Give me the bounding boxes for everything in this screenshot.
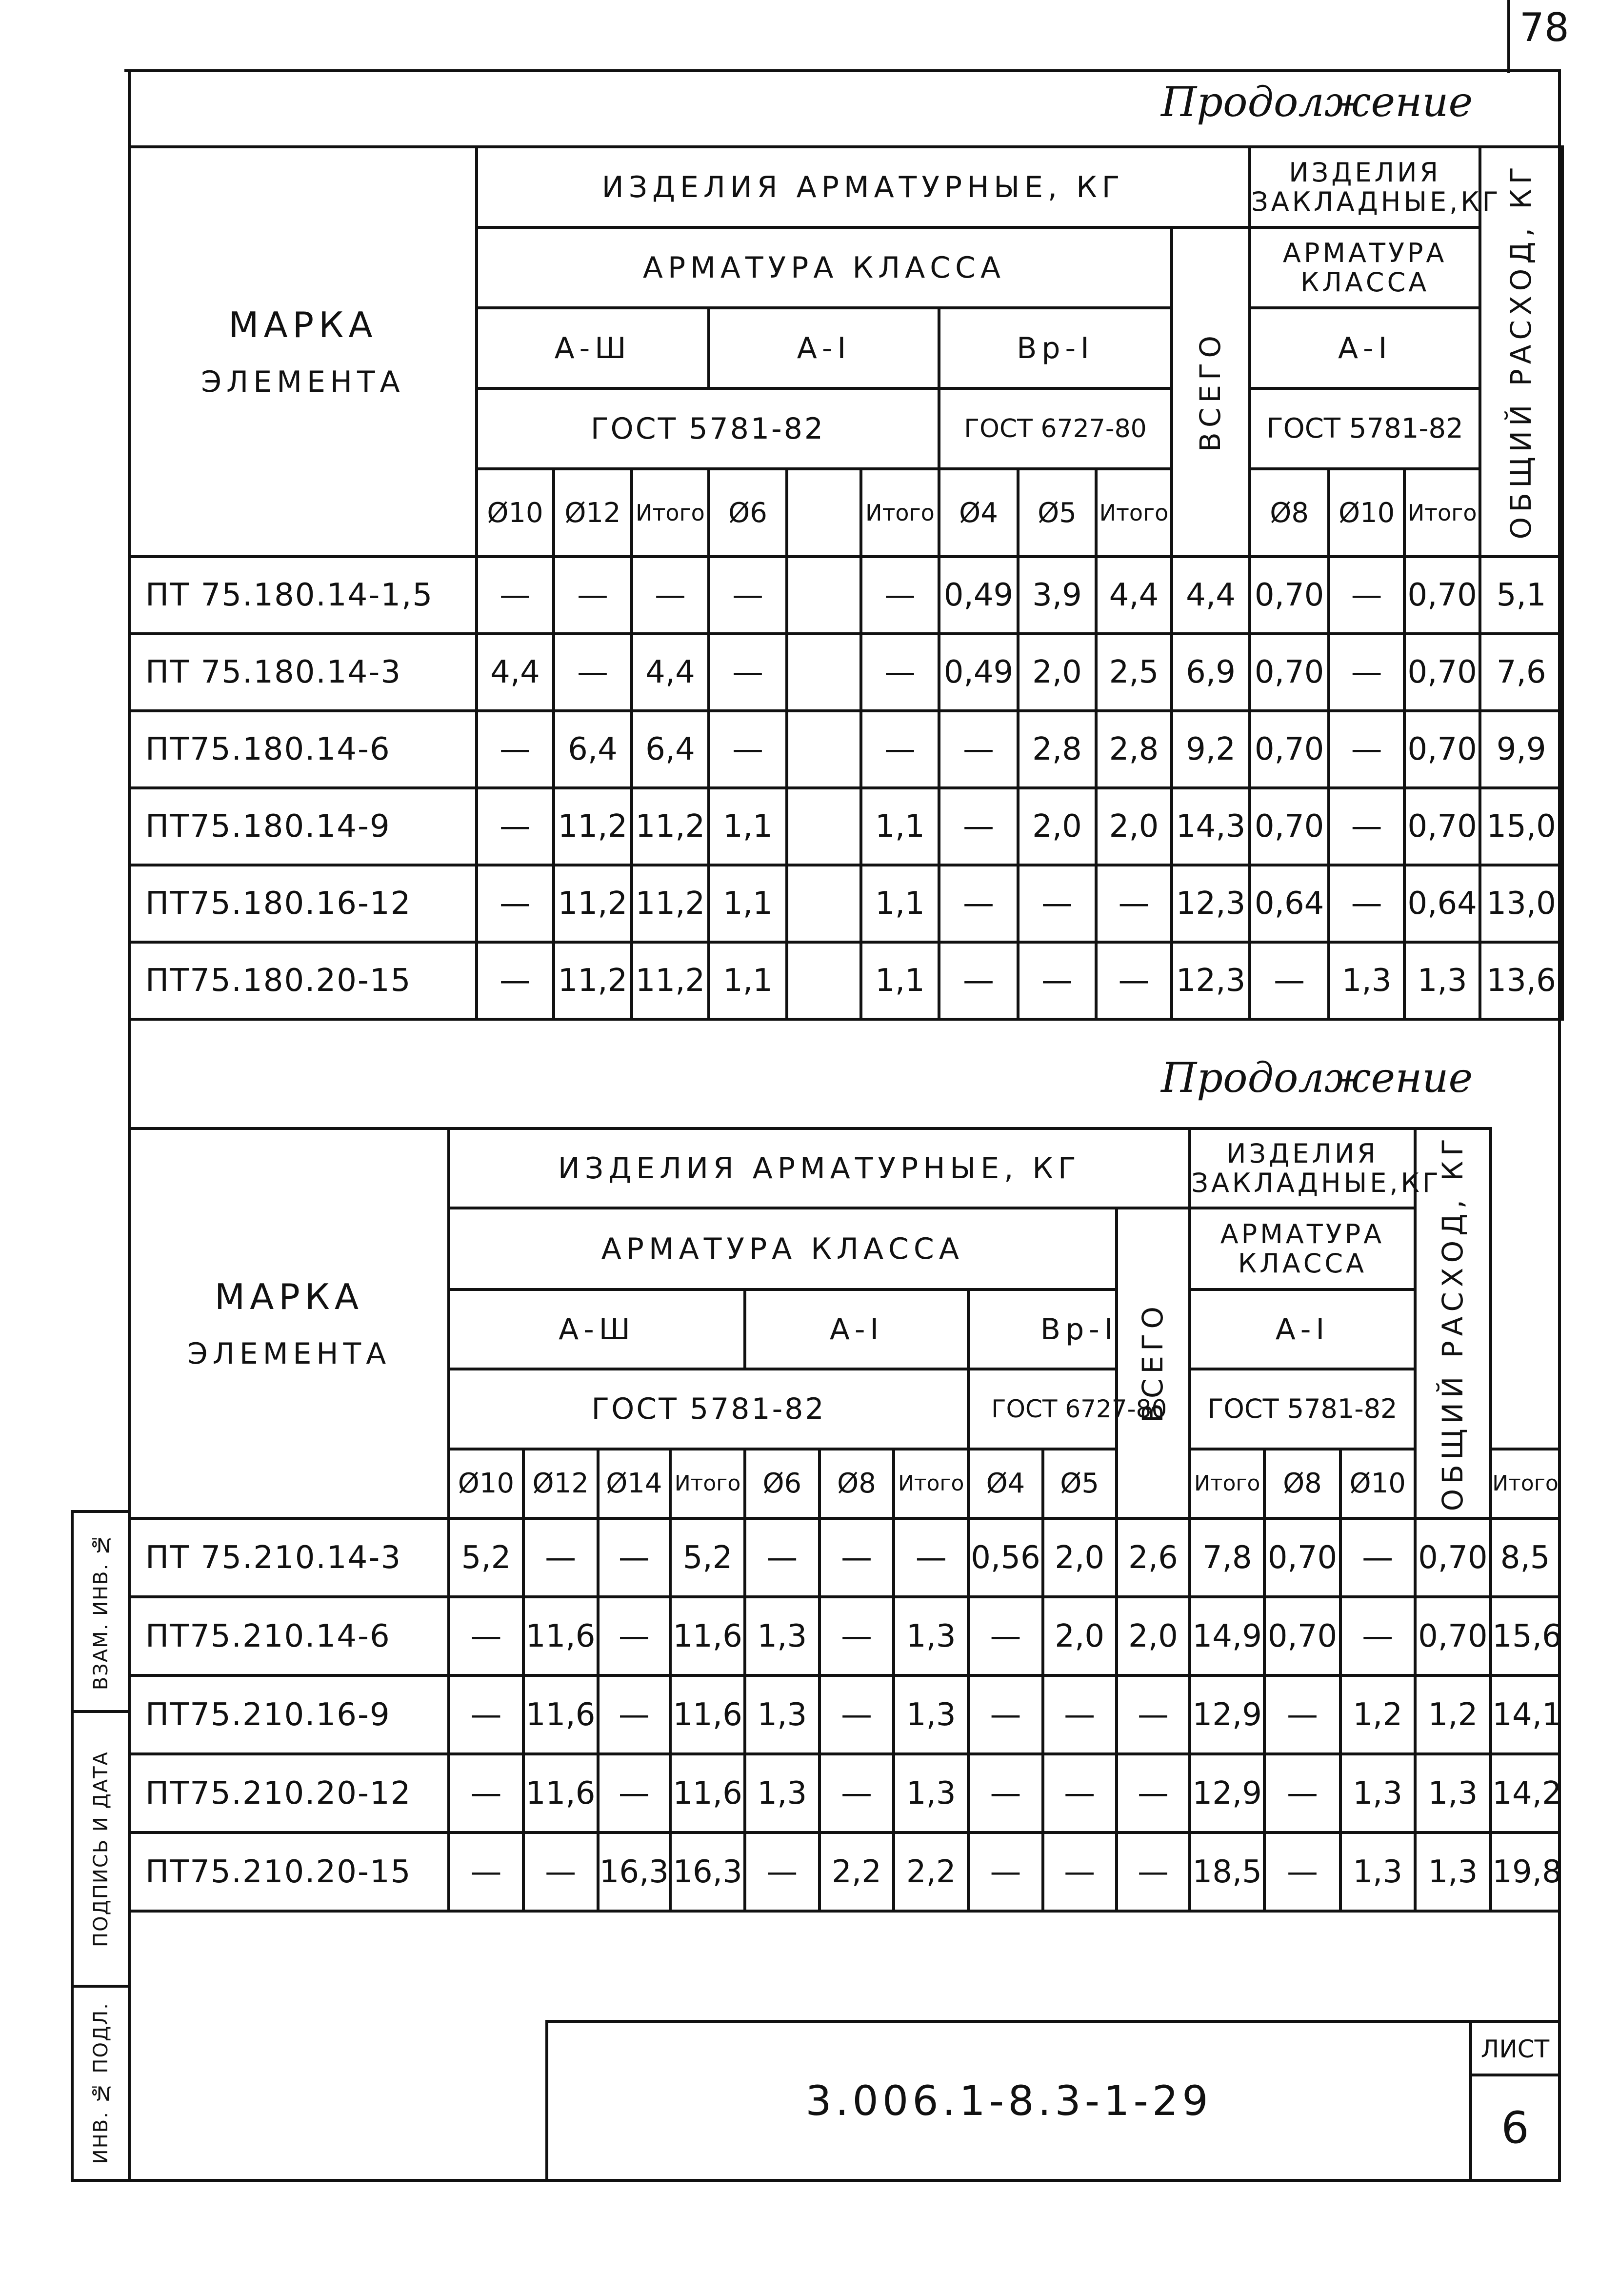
value-cell: 1,3 (1329, 942, 1404, 1019)
mark-header-line1: МАРКА (214, 1276, 364, 1317)
itogo-cell: Итого (1096, 469, 1172, 557)
value-cell: 0,70 (1264, 1597, 1340, 1675)
itogo-cell: Итого (894, 1449, 968, 1519)
value-cell: 1,1 (709, 788, 787, 865)
value-cell: — (819, 1597, 894, 1675)
emb-gost-5781-header: ГОСТ 5781-82 (1250, 388, 1480, 469)
reinforcement-table-2 (128, 1127, 1561, 1913)
value-cell: 4,4 (1172, 557, 1250, 634)
value-cell (787, 711, 861, 788)
value-cell: 0,70 (1404, 634, 1480, 711)
stamp-vzam-cell (74, 1513, 128, 1710)
value-cell: 1,2 (1415, 1675, 1491, 1754)
reinf-products-header: ИЗДЕЛИЯ АРМАТУРНЫЕ, КГ (477, 147, 1250, 227)
value-cell: — (1043, 1675, 1117, 1754)
value-cell: — (1096, 942, 1172, 1019)
dia-cell: Ø12 (523, 1449, 598, 1519)
value-cell: — (1329, 865, 1404, 942)
value-cell: 1,1 (861, 942, 939, 1019)
value-cell: — (1264, 1754, 1340, 1833)
value-cell: 7,8 (1190, 1518, 1264, 1597)
value-cell: 14,3 (1172, 788, 1250, 865)
continuation-label-2: Продолжение (1161, 1054, 1473, 1102)
value-cell: — (1117, 1675, 1190, 1754)
value-cell: 6,4 (554, 711, 632, 788)
value-cell: 0,70 (1404, 557, 1480, 634)
value-cell: — (598, 1754, 671, 1833)
value-cell: 13,0 (1480, 865, 1562, 942)
emb-class-a1-header: А-I (1250, 308, 1480, 388)
value-cell: — (523, 1518, 598, 1597)
value-cell: 0,70 (1264, 1518, 1340, 1597)
class-a3-header: А-Ш (449, 1289, 745, 1369)
value-cell: — (477, 788, 554, 865)
overall-header-text: ОБЩИЙ РАСХОД, КГ (1504, 162, 1538, 540)
element-mark-cell: ПТ 75.180.14-1,5 (129, 557, 477, 634)
table-row (129, 634, 1562, 711)
value-cell: 5,1 (1480, 557, 1562, 634)
total-header-text: ВСЕГО (1136, 1302, 1170, 1423)
value-cell: 14,9 (1190, 1597, 1264, 1675)
dia-cell: Ø10 (1329, 469, 1404, 557)
value-cell: 1,3 (1340, 1833, 1415, 1911)
value-cell: 4,4 (1096, 557, 1172, 634)
value-cell: 0,70 (1404, 711, 1480, 788)
value-cell: 2,2 (894, 1833, 968, 1911)
table-row (129, 1754, 1559, 1833)
value-cell: — (1340, 1518, 1415, 1597)
value-cell: 1,2 (1340, 1675, 1415, 1754)
value-cell: — (939, 788, 1018, 865)
value-cell: — (709, 711, 787, 788)
value-cell: — (1329, 557, 1404, 634)
value-cell: 0,56 (968, 1518, 1043, 1597)
value-cell: 12,9 (1190, 1754, 1264, 1833)
value-cell: 0,70 (1250, 711, 1329, 788)
value-cell: 4,4 (632, 634, 709, 711)
value-cell: 19,8 (1491, 1833, 1559, 1911)
value-cell: — (598, 1518, 671, 1597)
value-cell: 1,3 (894, 1597, 968, 1675)
value-cell: 0,64 (1250, 865, 1329, 942)
dia-cell: Ø4 (939, 469, 1018, 557)
sheet-label: ЛИСТ (1480, 2035, 1550, 2063)
class-bp1-header: Вр-I (939, 308, 1172, 388)
value-cell: 8,5 (1491, 1518, 1559, 1597)
element-mark-cell: ПТ75.180.20-15 (129, 942, 477, 1019)
value-cell: — (968, 1833, 1043, 1911)
value-cell: 11,2 (554, 942, 632, 1019)
table-row (129, 1518, 1559, 1597)
value-cell: 4,4 (477, 634, 554, 711)
dia-cell: Ø10 (477, 469, 554, 557)
emb-rebar-class-header: АРМАТУРА КЛАССА (1250, 227, 1480, 308)
value-cell: 12,3 (1172, 865, 1250, 942)
reinf-products-header: ИЗДЕЛИЯ АРМАТУРНЫЕ, КГ (449, 1128, 1190, 1208)
element-mark-cell: ПТ75.180.14-9 (129, 788, 477, 865)
value-cell: — (1018, 942, 1096, 1019)
value-cell: — (449, 1833, 523, 1911)
dia-cell: Ø8 (1264, 1449, 1340, 1519)
table-row (129, 1597, 1559, 1675)
value-cell (787, 942, 861, 1019)
itogo-cell: Итого (1491, 1449, 1559, 1519)
value-cell: 14,1 (1491, 1675, 1559, 1754)
element-mark-cell: ПТ75.180.16-12 (129, 865, 477, 942)
value-cell: — (709, 634, 787, 711)
class-a3-header: А-Ш (477, 308, 709, 388)
value-cell: 1,3 (1404, 942, 1480, 1019)
class-a1-header: А-I (745, 1289, 968, 1369)
value-cell: 15,0 (1480, 788, 1562, 865)
mark-header (129, 147, 477, 557)
value-cell: 15,6 (1491, 1597, 1559, 1675)
itogo-cell: Итого (1190, 1449, 1264, 1519)
value-cell: 9,2 (1172, 711, 1250, 788)
value-cell: — (554, 557, 632, 634)
value-cell: 11,6 (523, 1675, 598, 1754)
element-mark-cell: ПТ75.210.16-9 (129, 1675, 449, 1754)
page-number: 78 (1519, 5, 1569, 50)
value-cell: 2,6 (1117, 1518, 1190, 1597)
value-cell: — (477, 942, 554, 1019)
value-cell: — (1043, 1754, 1117, 1833)
value-cell: 0,64 (1404, 865, 1480, 942)
dia-cell: Ø5 (1043, 1449, 1117, 1519)
table-row (129, 1675, 1559, 1754)
page-number-divider (1507, 0, 1510, 73)
value-cell: — (1043, 1833, 1117, 1911)
value-cell: — (477, 557, 554, 634)
value-cell: 1,3 (745, 1597, 819, 1675)
value-cell: — (477, 865, 554, 942)
value-cell: 11,2 (632, 865, 709, 942)
value-cell: — (1264, 1675, 1340, 1754)
value-cell: 5,2 (449, 1518, 523, 1597)
value-cell: 1,3 (894, 1675, 968, 1754)
dia-cell: Ø10 (449, 1449, 523, 1519)
element-mark-cell: ПТ 75.210.14-3 (129, 1518, 449, 1597)
value-cell: — (554, 634, 632, 711)
value-cell (787, 634, 861, 711)
emb-rebar-class-header: АРМАТУРА КЛАССА (1190, 1208, 1415, 1289)
value-cell: 16,3 (598, 1833, 671, 1911)
stamp-inv-cell (74, 1988, 128, 2179)
total-header (1172, 227, 1250, 557)
value-cell: 2,0 (1117, 1597, 1190, 1675)
value-cell: 6,4 (632, 711, 709, 788)
value-cell: — (861, 711, 939, 788)
value-cell: 1,1 (709, 942, 787, 1019)
value-cell: 6,9 (1172, 634, 1250, 711)
gost-5781-header: ГОСТ 5781-82 (477, 388, 939, 469)
value-cell: — (819, 1675, 894, 1754)
dia-cell: Ø8 (819, 1449, 894, 1519)
value-cell: — (1018, 865, 1096, 942)
value-cell: — (1329, 711, 1404, 788)
value-cell: — (523, 1833, 598, 1911)
value-cell: 1,3 (745, 1675, 819, 1754)
dia-cell: Ø6 (745, 1449, 819, 1519)
value-cell: 2,0 (1043, 1518, 1117, 1597)
value-cell: — (968, 1754, 1043, 1833)
dia-cell: Ø6 (709, 469, 787, 557)
value-cell: 2,0 (1018, 634, 1096, 711)
value-cell: 18,5 (1190, 1833, 1264, 1911)
overall-header-text: ОБЩИЙ РАСХОД, КГ (1436, 1134, 1469, 1511)
dia-cell: Ø4 (968, 1449, 1043, 1519)
gost-6727-header: ГОСТ 6727-80 (939, 388, 1172, 469)
element-mark-cell: ПТ 75.180.14-3 (129, 634, 477, 711)
value-cell: — (1250, 942, 1329, 1019)
value-cell: 11,2 (632, 788, 709, 865)
dia-cell (787, 469, 861, 557)
table-1-body (129, 557, 1562, 1019)
value-cell: — (632, 557, 709, 634)
rebar-class-header: АРМАТУРА КЛАССА (449, 1208, 1116, 1289)
value-cell: — (939, 865, 1018, 942)
value-cell: 2,8 (1018, 711, 1096, 788)
value-cell: — (449, 1675, 523, 1754)
value-cell: 13,6 (1480, 942, 1562, 1019)
value-cell: 2,0 (1018, 788, 1096, 865)
value-cell: — (745, 1833, 819, 1911)
value-cell: 0,70 (1404, 788, 1480, 865)
value-cell: — (1117, 1754, 1190, 1833)
value-cell: — (968, 1597, 1043, 1675)
table-row (129, 865, 1562, 942)
element-mark-cell: ПТ75.210.20-12 (129, 1754, 449, 1833)
value-cell: 1,1 (861, 865, 939, 942)
value-cell: 0,70 (1250, 634, 1329, 711)
value-cell: — (745, 1518, 819, 1597)
stamp-podpis: ПОДПИСЬ И ДАТА (89, 1751, 112, 1947)
value-cell: — (968, 1675, 1043, 1754)
mark-header-line1: МАРКА (228, 304, 378, 345)
value-cell: 1,3 (1415, 1754, 1491, 1833)
reinforcement-table-1 (128, 145, 1564, 1021)
value-cell: 0,70 (1250, 788, 1329, 865)
dia-cell: Ø5 (1018, 469, 1096, 557)
value-cell: 12,9 (1190, 1675, 1264, 1754)
value-cell: 11,6 (523, 1754, 598, 1833)
value-cell: 11,2 (554, 788, 632, 865)
table-row (129, 1833, 1559, 1911)
element-mark-cell: ПТ75.180.14-6 (129, 711, 477, 788)
value-cell: 9,9 (1480, 711, 1562, 788)
value-cell: — (1329, 788, 1404, 865)
class-a1-header: А-I (709, 308, 939, 388)
value-cell: 7,6 (1480, 634, 1562, 711)
value-cell: 1,1 (709, 865, 787, 942)
total-header-text: ВСЕГО (1194, 330, 1227, 452)
continuation-label-1: Продолжение (1161, 78, 1473, 126)
value-cell: — (861, 557, 939, 634)
value-cell: — (819, 1754, 894, 1833)
dia-cell: Ø12 (554, 469, 632, 557)
value-cell: 2,5 (1096, 634, 1172, 711)
itogo-cell: Итого (670, 1449, 745, 1519)
value-cell: — (477, 711, 554, 788)
table-2-body (129, 1518, 1562, 1911)
gost-6727-header: ГОСТ 6727-80 (968, 1369, 1190, 1449)
value-cell: — (861, 634, 939, 711)
rebar-class-header: АРМАТУРА КЛАССА (477, 227, 1172, 308)
element-mark-cell: ПТ75.210.20-15 (129, 1833, 449, 1911)
value-cell: 2,2 (819, 1833, 894, 1911)
value-cell: 2,0 (1043, 1597, 1117, 1675)
value-cell: — (1329, 634, 1404, 711)
value-cell: 0,49 (939, 634, 1018, 711)
value-cell: 3,9 (1018, 557, 1096, 634)
value-cell: — (894, 1518, 968, 1597)
value-cell: 11,6 (670, 1597, 745, 1675)
value-cell: 11,2 (554, 865, 632, 942)
table-row (129, 711, 1562, 788)
itogo-cell: Итого (632, 469, 709, 557)
emb-gost-5781-header: ГОСТ 5781-82 (1190, 1369, 1415, 1449)
value-cell: 11,6 (523, 1597, 598, 1675)
mark-header (129, 1128, 449, 1518)
value-cell (787, 788, 861, 865)
value-cell: 0,70 (1415, 1597, 1491, 1675)
sheet-number: 6 (1501, 2102, 1529, 2154)
table-row (129, 788, 1562, 865)
value-cell: 1,1 (861, 788, 939, 865)
value-cell: — (1264, 1833, 1340, 1911)
value-cell: — (598, 1597, 671, 1675)
gost-5781-header: ГОСТ 5781-82 (449, 1369, 968, 1449)
value-cell: 2,0 (1096, 788, 1172, 865)
value-cell: — (1117, 1833, 1190, 1911)
frame-top (124, 69, 1561, 72)
value-cell: 14,2 (1491, 1754, 1559, 1833)
frame-bottom (71, 2179, 1561, 2182)
stamp-vzam: ВЗАМ. ИНВ. № (89, 1532, 112, 1691)
document-designation: 3.006.1-8.3-1-29 (805, 2077, 1212, 2125)
value-cell: 16,3 (670, 1833, 745, 1911)
value-cell: — (449, 1597, 523, 1675)
value-cell: — (939, 711, 1018, 788)
embedded-products-header: ИЗДЕЛИЯ ЗАКЛАДНЫЕ,КГ (1190, 1128, 1415, 1208)
value-cell: 0,49 (939, 557, 1018, 634)
value-cell (787, 865, 861, 942)
dia-cell: Ø10 (1340, 1449, 1415, 1519)
itogo-cell: Итого (1404, 469, 1480, 557)
value-cell: 1,3 (1415, 1833, 1491, 1911)
value-cell: 12,3 (1172, 942, 1250, 1019)
value-cell: 0,70 (1250, 557, 1329, 634)
value-cell: — (1340, 1597, 1415, 1675)
mark-header-line2: ЭЛЕМЕНТА (201, 365, 405, 399)
stamp-inv-podl: ИНВ. № ПОДЛ. (89, 2002, 112, 2164)
value-cell: — (939, 942, 1018, 1019)
emb-class-a1-header: А-I (1190, 1289, 1415, 1369)
value-cell: — (709, 557, 787, 634)
value-cell: — (819, 1518, 894, 1597)
table-row (129, 557, 1562, 634)
table-row (129, 942, 1562, 1019)
value-cell: — (598, 1675, 671, 1754)
value-cell: 11,6 (670, 1754, 745, 1833)
value-cell: — (1096, 865, 1172, 942)
value-cell (787, 557, 861, 634)
element-mark-cell: ПТ75.210.14-6 (129, 1597, 449, 1675)
dia-cell: Ø8 (1250, 469, 1329, 557)
itogo-cell: Итого (861, 469, 939, 557)
value-cell: 1,3 (894, 1754, 968, 1833)
stamp-podpis-cell (74, 1713, 128, 1985)
value-cell: — (449, 1754, 523, 1833)
embedded-products-header: ИЗДЕЛИЯ ЗАКЛАДНЫЕ,КГ (1250, 147, 1480, 227)
class-bp1-header: Вр-I (968, 1289, 1190, 1369)
value-cell: 1,3 (1340, 1754, 1415, 1833)
mark-header-line2: ЭЛЕМЕНТА (187, 1336, 391, 1371)
dia-cell: Ø14 (598, 1449, 671, 1519)
value-cell: 11,2 (632, 942, 709, 1019)
value-cell: 1,3 (745, 1754, 819, 1833)
value-cell: 2,8 (1096, 711, 1172, 788)
value-cell: 5,2 (670, 1518, 745, 1597)
value-cell: 11,6 (670, 1675, 745, 1754)
value-cell: 0,70 (1415, 1518, 1491, 1597)
